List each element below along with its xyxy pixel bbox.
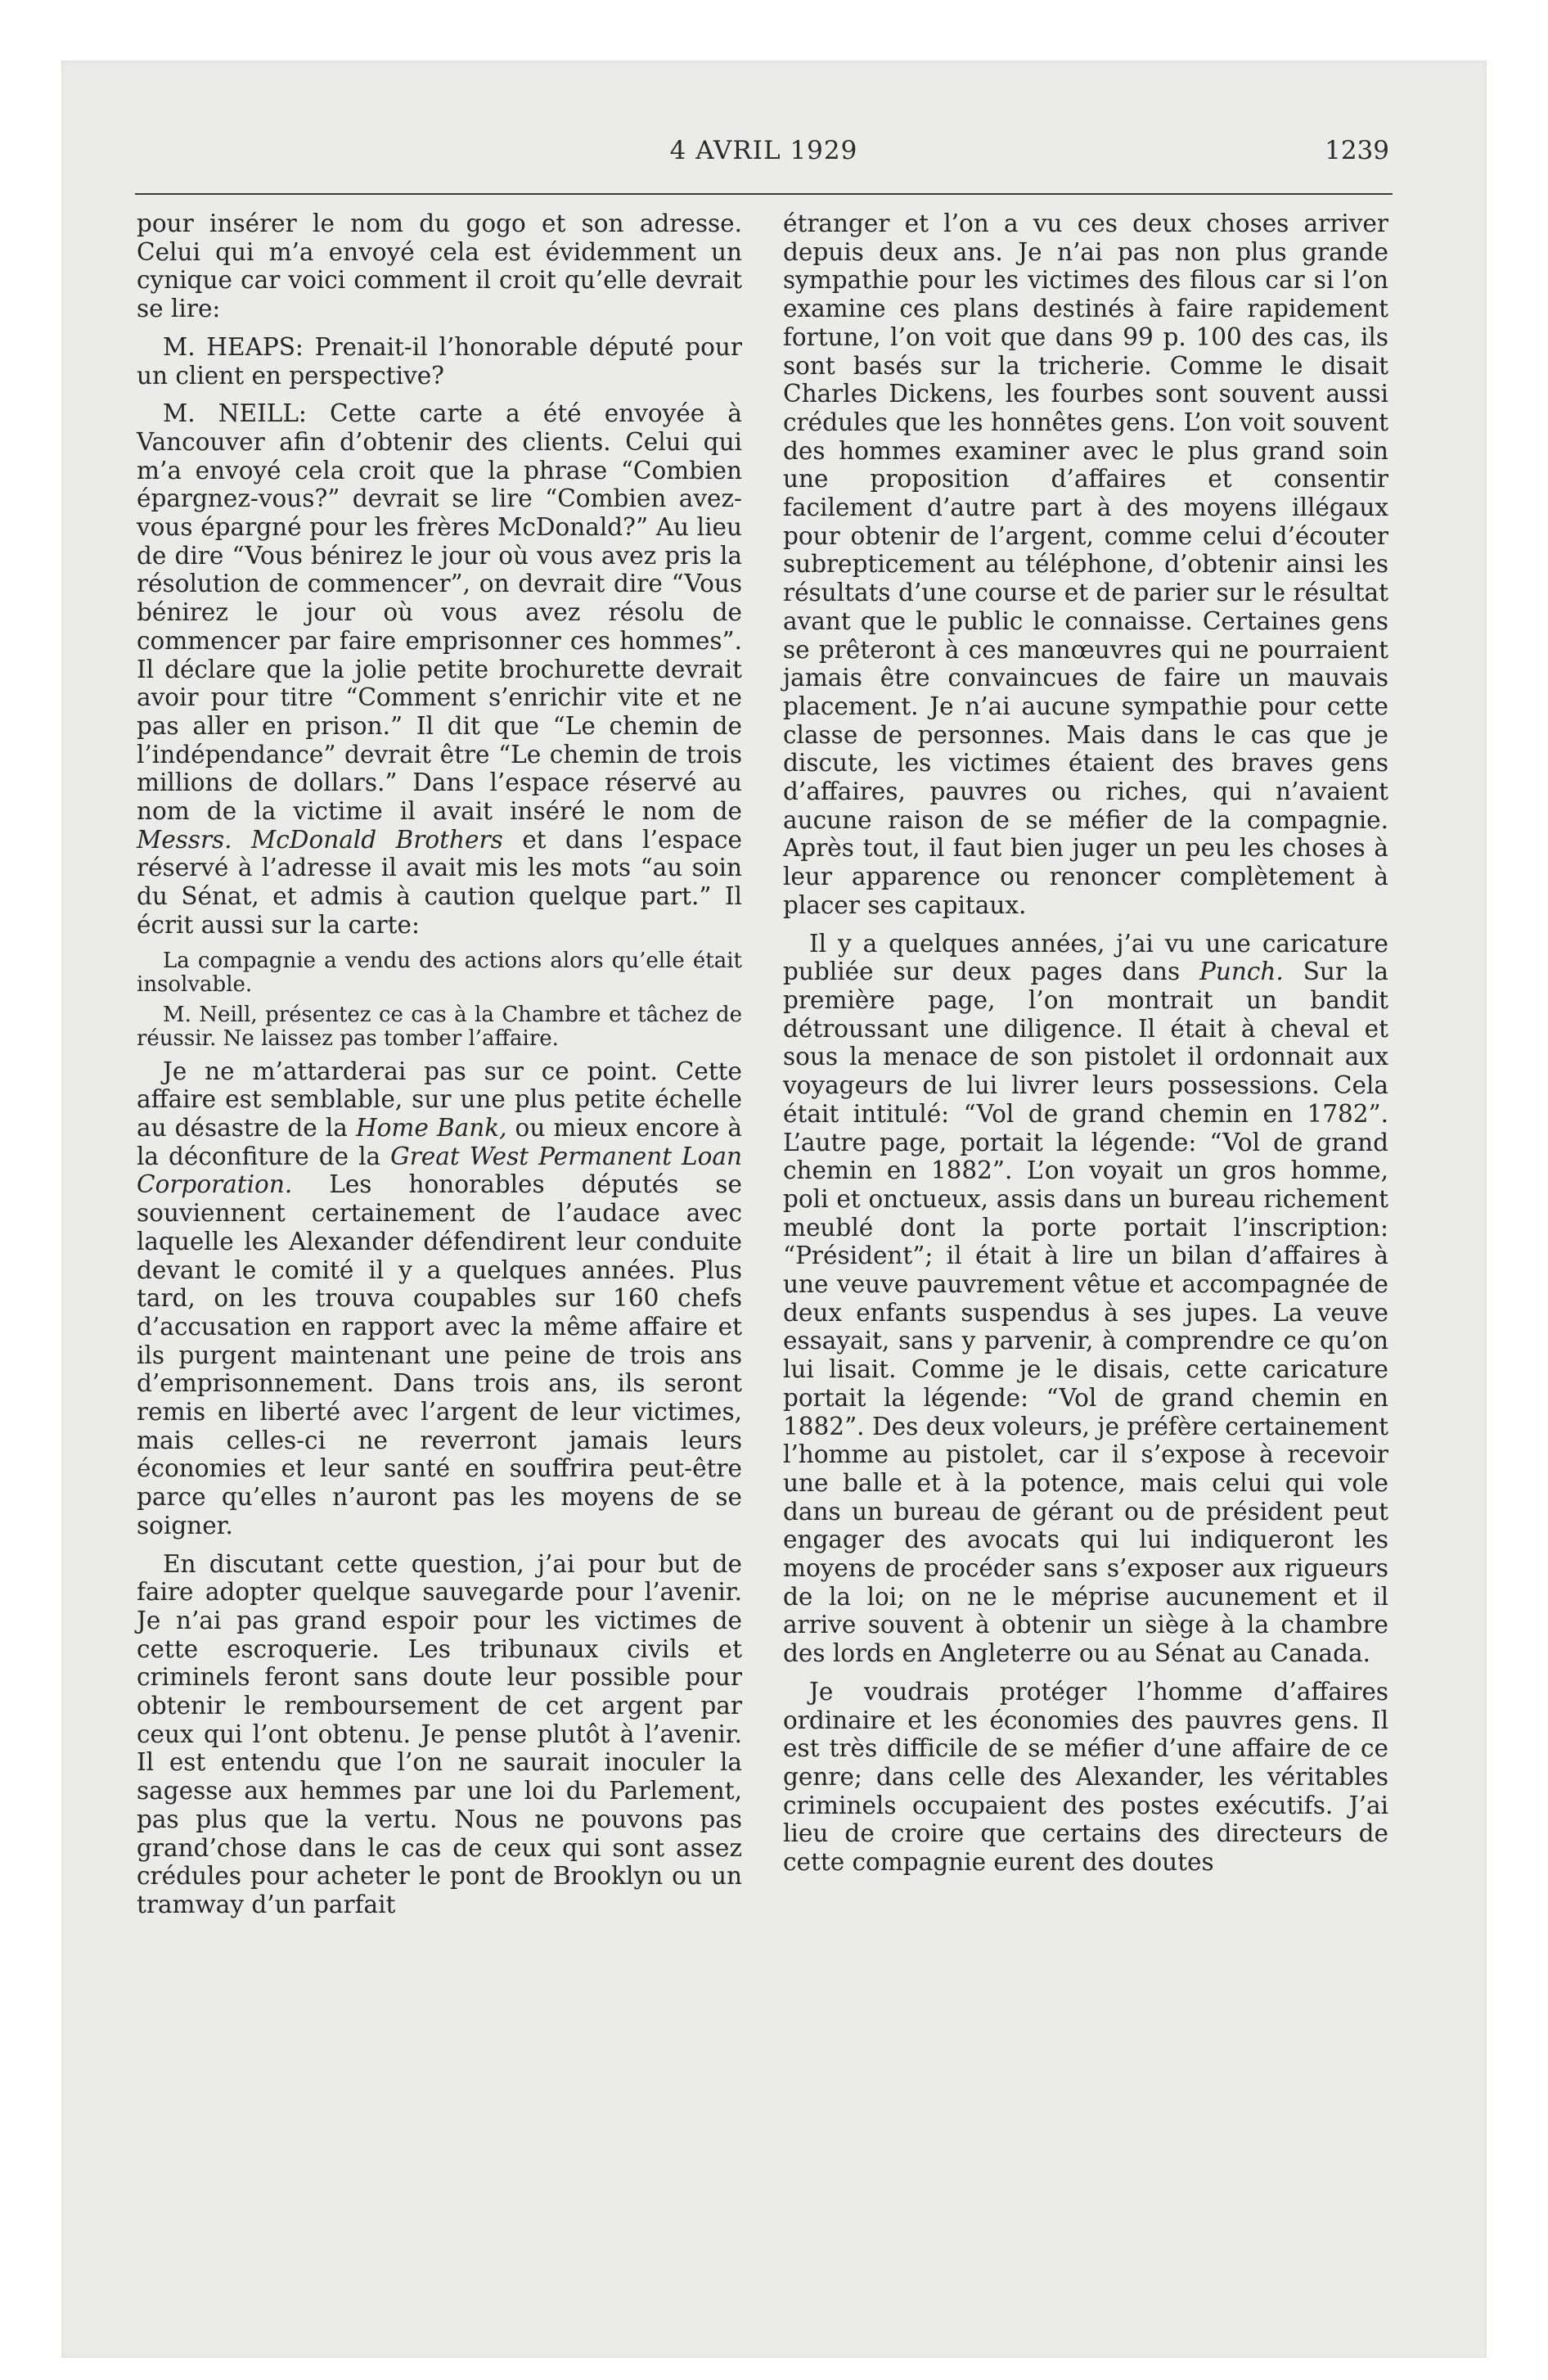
text-run: ou mieux encore à la déconfiture de la — [137, 1113, 742, 1170]
paragraph: En discutant cette question, j’ai pour but de faire adopter quelque sauvegarde pour l’avenir. Je n’ai pas grand espoir pour les victimes de cette escroquerie. Les tribunaux civils et criminels feront sans doute leur possible pour obtenir le remboursement de cet argent par ceux qui l’ont obtenu. Je pense plutôt à l’avenir. Il est entendu que l’on ne saurait inoculer la sagesse aux hemmes par une loi du Parlement, pas plus que la vertu. Nous ne pouvons pas grand’chose dans le cas de ceux qui sont assez crédules pour acheter le pont de Brooklyn ou un tramway d’un parfait — [137, 1549, 742, 1918]
paragraph: étranger et l’on a vu ces deux choses arriver depuis deux ans. Je n’ai pas non plus grande sympathie pour les victimes des filous car si l’on examine ces plans destinés à faire rapidement fortune, l’on voit que dans 99 p. 100 des cas, ils sont basés sur la tricherie. Comme le disait Charles Dickens, les fourbes sont souvent aussi crédules que les honnêtes gens. L’on voit souvent des hommes examiner avec le plus grand soin une proposition d’affaires et consentir facilement d’autre part à des moyens illégaux pour obtenir de l’argent, comme celui d’écouter subrepticement au téléphone, d’obtenir ainsi les résultats d’une course et de parier sur le résultat avant que le public le connaisse. Certaines gens se prêteront à ces manœuvres qui ne pourraient jamais être convaincues de faire un mauvais placement. Je n’ai aucune sympathie pour cette classe de personnes. Mais dans le cas que je discute, les victimes étaient des braves gens d’affaires, pauvres ou riches, qui n’avaient aucune raison de se méfier de la compagnie. Après tout, il faut bien juger un peu les choses à leur apparence ou renoncer complètement à placer ses capitaux. — [783, 210, 1388, 919]
left-column — [137, 210, 742, 1929]
paragraph: Je voudrais protéger l’homme d’affaires ordinaire et les économies des pauvres gens. Il est très difficile de se méfier d’une affaire de ce genre; dans celle des Alexander, les véritables criminels occupaient des postes exécutifs. J’ai lieu de croire que certains des directeurs de cette compagnie eurent des doutes — [783, 1677, 1388, 1877]
paragraph — [137, 399, 742, 939]
paragraph: M. HEAPS: Prenait-il l’honorable député pour un client en perspective? — [137, 332, 742, 390]
text-run: Il y a quelques années, j’ai vu une caricature publiée sur deux pages dans — [783, 929, 1388, 986]
text-run: Sur la première page, l’on montrait un bandit détroussant une diligence. Il était à cheval et sous la menace de son pistolet il ordonnait aux voyageurs de lui livrer leurs possessions. Cela était intitulé: “Vol de grand chemin en 1782”. L’autre page, portait la légende: “Vol de grand chemin en 1882”. L’on voyait un gros homme, poli et onctueux, assis dans un bureau richement meublé dont la porte portait l’inscription: “Président”; il était à lire un bilan d’affaires à une veuve pauvrement vêtue et accompagnée de deux enfants suspendus à ses jupes. La veuve essayait, sans y parvenir, à comprendre ce qu’on lui lisait. Comme je le disais, cette caricature portait la légende: “Vol de grand chemin en 1882”. Des deux voleurs, je préfère certainement l’homme au pistolet, car il s’expose à recevoir une balle et à la potence, mais celui qui vole dans un bureau de gérant ou de président peut engager des avocats qui lui indiqueront les moyens de procéder sans s’exposer aux rigueurs de la loi; on ne le méprise aucunement et il arrive souvent à obtenir un siège à la chambre des lords en Angleterre ou au Sénat au Canada. — [783, 958, 1388, 1668]
block-quote: M. Neill, présentez ce cas à la Chambre et tâchez de réussir. Ne laissez pas tomber l’affaire. — [137, 1002, 742, 1051]
text-run: Les honorables députés se souviennent certainement de l’audace avec laquelle les Alexander défendirent leur conduite devant le comité il y a quelques années. Plus tard, on les trouva coupables sur 160 chefs d’accusation en rapport avec la même affaire et ils purgent maintenant une peine de trois ans d’emprisonnement. Dans trois ans, ils seront remis en liberté avec l’argent de leur victimes, mais celles-ci ne reverront jamais leurs économies et leur santé en souffrira peut-être parce qu’elles n’auront pas les moyens de se soigner. — [137, 1170, 742, 1539]
header-rule — [135, 193, 1393, 195]
text-run: Je ne m’attarderai pas sur ce point. Cette affaire est semblable, sur une plus petite échelle au désastre de la — [137, 1057, 742, 1142]
italic-run: Punch. — [1199, 958, 1284, 986]
italic-run: Messrs. McDonald Brothers — [137, 825, 503, 854]
header-date: 4 AVRIL 1929 — [669, 136, 858, 165]
text-run: M. NEILL: Cette carte a été envoyée à Vancouver afin d’obtenir des clients. Celui qui m’a envoyé cela croit que la phrase “Combien épargnez-vous?” devrait se lire “Combien avez-vous épargné pour les frères McDonald?” Au lieu de dire “Vous bénirez le jour où vous avez pris la résolution de commencer”, on devrait dire “Vous bénirez le jour où vous avez résolu de commencer par faire emprisonner ces hommes”. Il déclare que la jolie petite brochurette devrait avoir pour titre “Comment s’enrichir vite et ne pas aller en prison.” Il dit que “Le chemin de l’indépendance” devrait être “Le chemin de trois millions de dollars.” Dans l’espace réservé au nom de la victime il avait inséré le nom de — [137, 399, 742, 826]
italic-run: Great West Permanent Loan Corporation. — [137, 1142, 742, 1199]
page-header — [135, 136, 1393, 177]
paragraph: pour insérer le nom du gogo et son adresse. Celui qui m’a envoyé cela est évidemment un cynique car voici comment il croit qu’elle devrait se lire: — [137, 210, 742, 323]
paragraph — [137, 1057, 742, 1540]
italic-run: Home Bank, — [355, 1113, 507, 1142]
text-run: et dans l’espace réservé à l’adresse il avait mis les mots “au soin du Sénat, et admis à caution quelque part.” Il écrit aussi sur la carte: — [137, 825, 742, 939]
paragraph — [783, 930, 1388, 1668]
block-quote: La compagnie a vendu des actions alors qu’elle était insolvable. — [137, 948, 742, 997]
right-column — [783, 210, 1388, 1886]
header-page-number: 1239 — [1325, 136, 1389, 165]
